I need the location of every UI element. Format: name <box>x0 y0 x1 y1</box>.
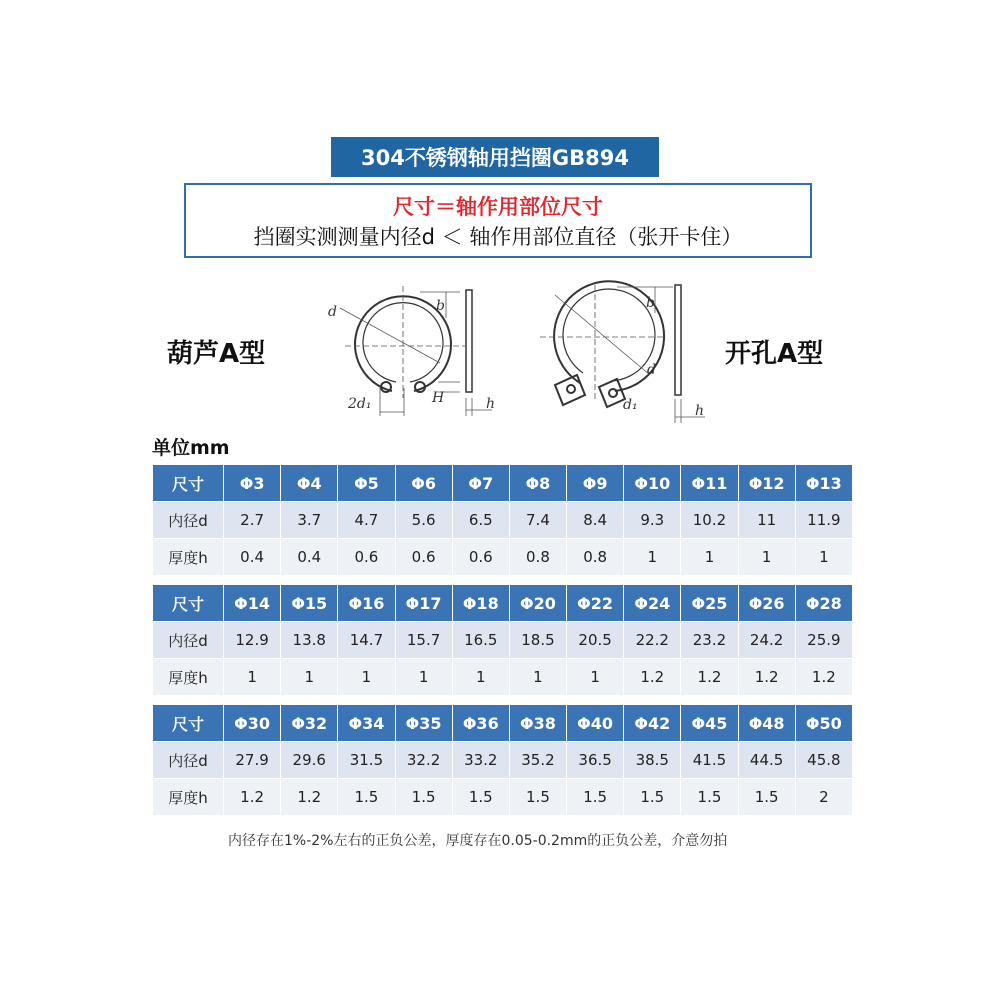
unit-label: 单位mm <box>152 437 230 459</box>
spec-table-1 <box>152 464 853 576</box>
value-cell: 12.9 <box>224 622 281 659</box>
note-box <box>184 183 812 258</box>
size-header-cell: Φ14 <box>224 585 281 622</box>
row-label-cell: 厚度h <box>153 539 224 576</box>
value-cell: 14.7 <box>338 622 395 659</box>
value-cell: 1 <box>281 659 338 696</box>
value-cell: 1 <box>681 539 738 576</box>
value-cell: 1.2 <box>224 779 281 816</box>
size-header-cell: Φ36 <box>452 705 509 742</box>
value-cell: 1.2 <box>624 659 681 696</box>
type-label-left: 葫芦A型 <box>167 339 266 369</box>
hole-type-ring-diagram <box>525 275 720 430</box>
value-cell: 29.6 <box>281 742 338 779</box>
value-cell: 41.5 <box>681 742 738 779</box>
value-cell: 0.8 <box>567 539 624 576</box>
value-cell: 1 <box>795 539 852 576</box>
value-cell: 6.5 <box>452 502 509 539</box>
label-b: b <box>436 298 445 314</box>
value-cell: 36.5 <box>567 742 624 779</box>
size-header-cell: Φ22 <box>567 585 624 622</box>
value-cell: 2 <box>795 779 852 816</box>
value-cell: 1 <box>567 659 624 696</box>
header-label-cell: 尺寸 <box>153 585 224 622</box>
size-header-cell: Φ40 <box>567 705 624 742</box>
value-cell: 16.5 <box>452 622 509 659</box>
value-cell: 23.2 <box>681 622 738 659</box>
type-label-right: 开孔A型 <box>725 339 824 369</box>
tolerance-footnote: 内径存在1%-2%左右的正负公差，厚度存在0.05-0.2mm的正负公差，介意勿拍 <box>228 833 728 849</box>
value-cell: 1.2 <box>738 659 795 696</box>
size-header-cell: Φ28 <box>795 585 852 622</box>
size-header-cell: Φ45 <box>681 705 738 742</box>
size-header-cell: Φ50 <box>795 705 852 742</box>
size-header-cell: Φ42 <box>624 705 681 742</box>
size-header-cell: Φ12 <box>738 465 795 502</box>
value-cell: 5.6 <box>395 502 452 539</box>
row-label-cell: 厚度h <box>153 659 224 696</box>
size-header-cell: Φ8 <box>509 465 566 502</box>
note-explanation: 挡圈实测测量内径d ＜ 轴作用部位直径（张开卡住） <box>253 225 743 249</box>
table-header-row <box>153 705 853 742</box>
row-label-cell: 内径d <box>153 622 224 659</box>
size-header-cell: Φ25 <box>681 585 738 622</box>
row-label-cell: 内径d <box>153 742 224 779</box>
value-cell: 1.5 <box>395 779 452 816</box>
size-header-cell: Φ34 <box>338 705 395 742</box>
value-cell: 1 <box>738 539 795 576</box>
value-cell: 1.5 <box>681 779 738 816</box>
value-cell: 24.2 <box>738 622 795 659</box>
table-row <box>153 742 853 779</box>
size-header-cell: Φ5 <box>338 465 395 502</box>
value-cell: 1.2 <box>795 659 852 696</box>
value-cell: 22.2 <box>624 622 681 659</box>
value-cell: 0.4 <box>281 539 338 576</box>
value-cell: 11.9 <box>795 502 852 539</box>
size-header-cell: Φ18 <box>452 585 509 622</box>
value-cell: 0.4 <box>224 539 281 576</box>
title-banner: 304不锈钢轴用挡圈GB894 <box>331 137 659 177</box>
value-cell: 0.8 <box>509 539 566 576</box>
value-cell: 18.5 <box>509 622 566 659</box>
value-cell: 13.8 <box>281 622 338 659</box>
size-header-cell: Φ24 <box>624 585 681 622</box>
note-highlight: 尺寸＝轴作用部位尺寸 <box>393 195 603 219</box>
size-header-cell: Φ38 <box>509 705 566 742</box>
value-cell: 45.8 <box>795 742 852 779</box>
value-cell: 1 <box>452 659 509 696</box>
value-cell: 25.9 <box>795 622 852 659</box>
value-cell: 7.4 <box>509 502 566 539</box>
size-header-cell: Φ13 <box>795 465 852 502</box>
size-header-cell: Φ11 <box>681 465 738 502</box>
size-header-cell: Φ17 <box>395 585 452 622</box>
size-header-cell: Φ48 <box>738 705 795 742</box>
value-cell: 1.5 <box>624 779 681 816</box>
value-cell: 0.6 <box>338 539 395 576</box>
size-header-cell: Φ9 <box>567 465 624 502</box>
label-H: H <box>432 390 445 406</box>
value-cell: 11 <box>738 502 795 539</box>
value-cell: 1.2 <box>281 779 338 816</box>
value-cell: 2.7 <box>224 502 281 539</box>
label-2d1: 2d₁ <box>348 396 372 412</box>
value-cell: 9.3 <box>624 502 681 539</box>
value-cell: 1.5 <box>452 779 509 816</box>
size-header-cell: Φ15 <box>281 585 338 622</box>
row-label-cell: 厚度h <box>153 779 224 816</box>
value-cell: 1.5 <box>738 779 795 816</box>
table-row <box>153 659 853 696</box>
label-h-right: h <box>695 403 705 419</box>
table-row <box>153 779 853 816</box>
size-header-cell: Φ32 <box>281 705 338 742</box>
label-d: d <box>328 304 337 320</box>
spec-table-3 <box>152 704 853 816</box>
size-header-cell: Φ20 <box>509 585 566 622</box>
size-header-cell: Φ3 <box>224 465 281 502</box>
value-cell: 1 <box>338 659 395 696</box>
size-header-cell: Φ6 <box>395 465 452 502</box>
table-row <box>153 622 853 659</box>
size-header-cell: Φ35 <box>395 705 452 742</box>
header-label-cell: 尺寸 <box>153 705 224 742</box>
gourd-type-ring-diagram <box>320 278 510 428</box>
size-header-cell: Φ30 <box>224 705 281 742</box>
value-cell: 1 <box>624 539 681 576</box>
value-cell: 0.6 <box>395 539 452 576</box>
value-cell: 32.2 <box>395 742 452 779</box>
size-header-cell: Φ26 <box>738 585 795 622</box>
value-cell: 10.2 <box>681 502 738 539</box>
value-cell: 1.5 <box>567 779 624 816</box>
label-d1-right: d₁ <box>623 397 638 413</box>
table-header-row <box>153 465 853 502</box>
label-b-right: b <box>646 295 655 311</box>
value-cell: 44.5 <box>738 742 795 779</box>
spec-table-2 <box>152 584 853 696</box>
value-cell: 31.5 <box>338 742 395 779</box>
table-row <box>153 539 853 576</box>
value-cell: 27.9 <box>224 742 281 779</box>
value-cell: 1.5 <box>509 779 566 816</box>
value-cell: 38.5 <box>624 742 681 779</box>
value-cell: 15.7 <box>395 622 452 659</box>
label-h: h <box>486 396 496 412</box>
size-header-cell: Φ16 <box>338 585 395 622</box>
value-cell: 1 <box>395 659 452 696</box>
size-header-cell: Φ10 <box>624 465 681 502</box>
header-label-cell: 尺寸 <box>153 465 224 502</box>
value-cell: 4.7 <box>338 502 395 539</box>
value-cell: 1 <box>224 659 281 696</box>
row-label-cell: 内径d <box>153 502 224 539</box>
label-d-right: d <box>647 362 656 378</box>
size-header-cell: Φ4 <box>281 465 338 502</box>
value-cell: 35.2 <box>509 742 566 779</box>
size-header-cell: Φ7 <box>452 465 509 502</box>
table-header-row <box>153 585 853 622</box>
value-cell: 1 <box>509 659 566 696</box>
value-cell: 33.2 <box>452 742 509 779</box>
value-cell: 1.5 <box>338 779 395 816</box>
value-cell: 1.2 <box>681 659 738 696</box>
table-row <box>153 502 853 539</box>
value-cell: 0.6 <box>452 539 509 576</box>
value-cell: 8.4 <box>567 502 624 539</box>
value-cell: 3.7 <box>281 502 338 539</box>
value-cell: 20.5 <box>567 622 624 659</box>
